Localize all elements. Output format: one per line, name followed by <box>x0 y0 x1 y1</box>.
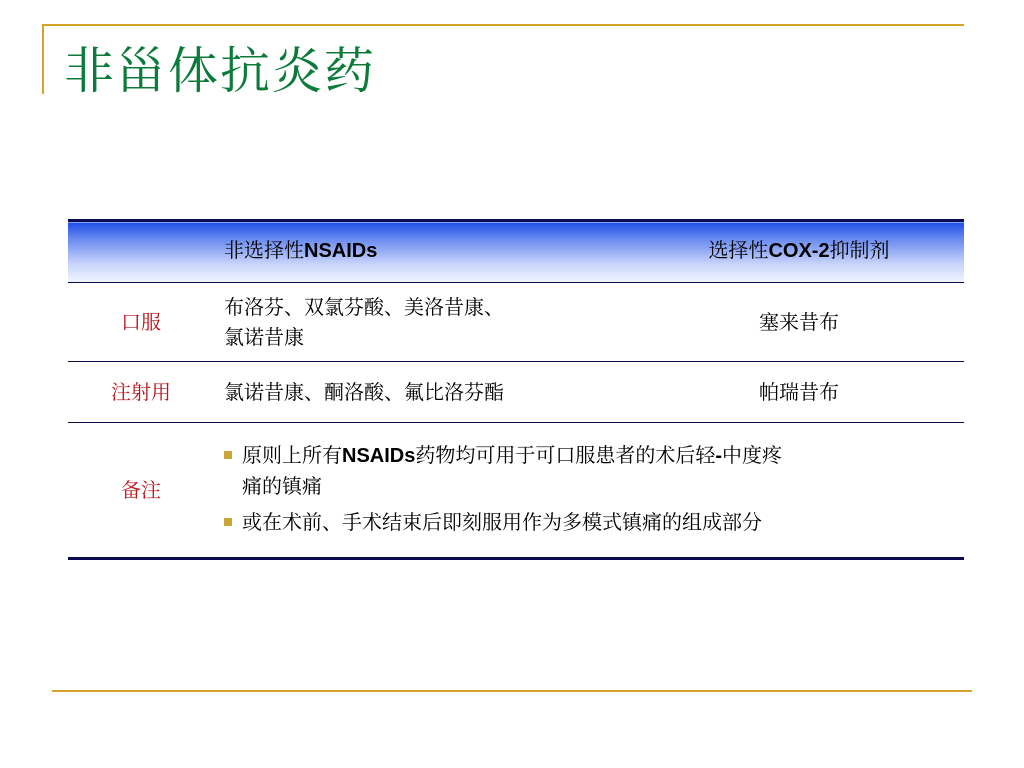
header-blank-cell <box>68 221 214 283</box>
table-row-notes <box>68 423 964 559</box>
slide-title: 非甾体抗炎药 <box>64 42 376 100</box>
table-row-oral <box>68 283 964 362</box>
table-row-injection <box>68 362 964 423</box>
nsaid-comparison-table <box>68 219 964 560</box>
header-cox2-prefix: 选择性 <box>708 238 769 262</box>
cell-injection-cox2: 帕瑞昔布 <box>634 362 964 423</box>
notes-list <box>214 440 964 537</box>
square-bullet-icon <box>224 451 232 459</box>
note-1-suffix: 药物均可用于可口服患者的术后轻 <box>415 442 716 467</box>
note-2-text: 或在术前、手术结束后即刻服用作为多模式镇痛的组成部分 <box>242 509 762 534</box>
header-cox2-wrap <box>634 234 964 263</box>
square-bullet-icon <box>224 518 232 526</box>
left-rule <box>42 24 44 94</box>
cell-oral-nonselective-line1: 布洛芬、双氯芬酸、美洛昔康、 <box>224 295 504 319</box>
top-rule <box>42 24 964 26</box>
note-1-bold: NSAIDs <box>342 444 416 467</box>
note-1-prefix: 原则上所有 <box>242 442 342 467</box>
header-cox2 <box>634 221 964 283</box>
cell-injection-nonselective: 氯诺昔康、酮洛酸、氟比洛芬酯 <box>214 362 634 423</box>
comparison-table-wrap <box>68 219 964 560</box>
note-1-line2: 痛的镇痛 <box>242 473 322 498</box>
note-item-1 <box>224 440 964 501</box>
header-nonselective-bold: NSAIDs <box>304 240 378 262</box>
table-header-row <box>68 221 964 283</box>
row-label-oral: 口服 <box>68 283 214 362</box>
header-nonselective-prefix: 非选择性 <box>224 238 304 262</box>
note-1-suffix-b: 中度疼 <box>722 442 783 467</box>
bottom-rule <box>52 690 972 692</box>
note-1-dash: - <box>715 444 723 467</box>
cell-oral-cox2: 塞来昔布 <box>634 283 964 362</box>
header-nonselective <box>214 221 634 283</box>
header-cox2-bold: COX-2 <box>768 240 830 262</box>
row-label-injection: 注射用 <box>68 362 214 423</box>
row-label-notes: 备注 <box>68 423 214 559</box>
cell-notes <box>214 423 964 559</box>
cell-oral-nonselective <box>214 283 634 362</box>
note-item-2 <box>224 507 964 537</box>
header-cox2-suffix: 抑制剂 <box>829 238 890 262</box>
cell-oral-nonselective-line2: 氯诺昔康 <box>224 325 304 349</box>
